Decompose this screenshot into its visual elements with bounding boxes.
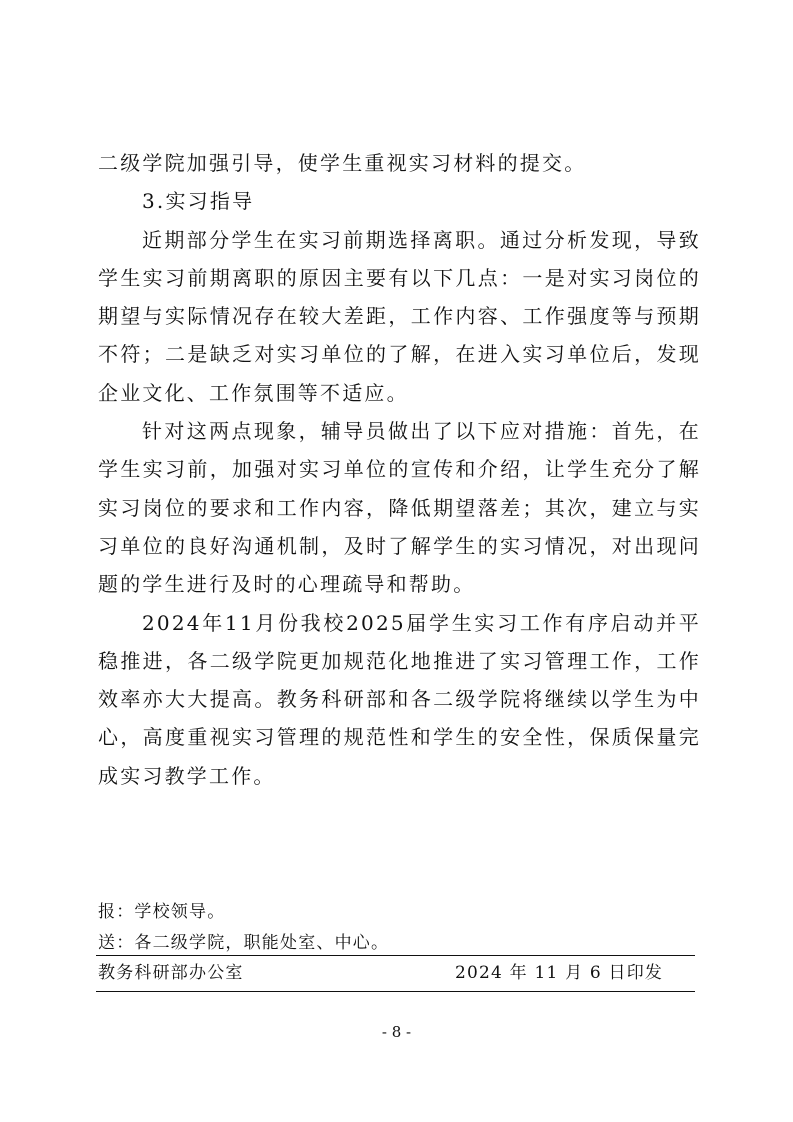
distribution-list — [98, 897, 693, 959]
print-date: 2024 年 11 月 6 日印发 — [455, 963, 664, 983]
page-number: - 8 - — [381, 1023, 412, 1041]
issuing-office: 教务科研部办公室 — [98, 963, 244, 983]
send-to-line: 送：各二级学院，职能处室、中心。 — [98, 933, 390, 953]
paragraph-counselor-measures: 针对这两点现象，辅导员做出了以下应对措施：首先，在学生实习前，加强对实习单位的宣传和介绍，让学生充分了解实习岗位的要求和工作内容，降低期望落差；其次，建立与实习单位的良好沟通机制，及时了解学生的实习情况，对出现问题的学生进行及时的心理疏导和帮助。 — [98, 419, 701, 597]
imprint-row — [98, 956, 678, 990]
paragraph-summary: 2024年11月份我校2025届学生实习工作有序启动并平稳推进，各二级学院更加规范化地推进了实习管理工作，工作效率亦大大提高。教务科研部和各二级学院将继续以学生为中心，高度重视实习管理的规范性和学生的安全性，保质保量完成实习教学工作。 — [98, 610, 701, 788]
report-to-line: 报：学校领导。 — [98, 902, 226, 922]
paragraph-resignation-analysis: 近期部分学生在实习前期选择离职。通过分析发现，导致学生实习前期离职的原因主要有以下几点：一是对实习岗位的期望与实际情况存在较大差距，工作内容、工作强度等与预期不符；二是缺乏对实习单位的了解，在进入实习单位后，发现企业文化、工作氛围等不适应。 — [98, 227, 701, 405]
document-body — [98, 144, 701, 795]
imprint-bottom-rule — [96, 991, 695, 992]
section-heading: 3.实习指导 — [142, 189, 255, 214]
paragraph-continuation: 二级学院加强引导，使学生重视实习材料的提交。 — [98, 151, 587, 175]
